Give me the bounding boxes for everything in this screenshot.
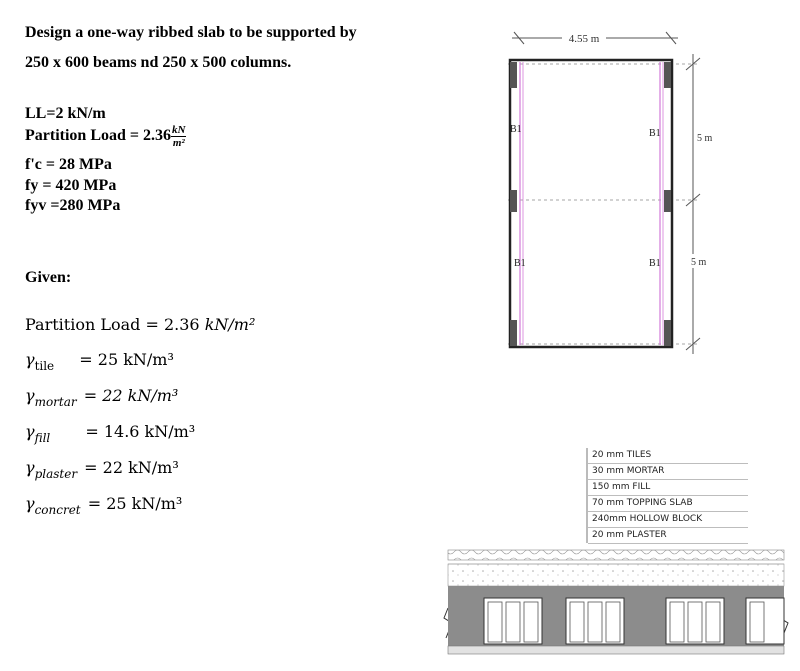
gamma-symbol: γ xyxy=(25,350,35,369)
column xyxy=(664,62,671,88)
unit-numerator: kN xyxy=(172,124,186,136)
layer-plaster: 20 mm PLASTER xyxy=(588,528,748,544)
slab-outline xyxy=(510,60,672,347)
beam-label-b1: B1 xyxy=(649,258,661,269)
gamma-subscript: concret xyxy=(34,503,81,517)
layer-fill: 150 mm FILL xyxy=(588,480,748,496)
gamma-subscript: tile xyxy=(34,359,55,373)
tile-layer xyxy=(448,550,784,560)
width-dim-label: 4.55 m xyxy=(568,33,600,45)
given-partition-load xyxy=(25,315,255,334)
given-partition-value: Partition Load = 2.36 xyxy=(25,315,200,334)
gamma-value: = 25 kN/m³ xyxy=(87,494,183,513)
column xyxy=(510,190,517,212)
span2-dim-label: 5 m xyxy=(691,257,707,268)
beam-label-b1: B1 xyxy=(649,128,661,139)
span1-dim-label: 5 m xyxy=(697,133,713,144)
given-heading: Given: xyxy=(25,269,72,286)
column xyxy=(664,320,671,346)
problem-line-2: 250 x 600 beams nd 250 x 500 columns. xyxy=(25,54,292,71)
layer-hollow-block: 240mm HOLLOW BLOCK xyxy=(588,512,748,528)
problem-line-1: Design a one-way ribbed slab to be supported by xyxy=(25,24,357,41)
beam-label-b1: B1 xyxy=(514,258,526,269)
gamma-concrete-row xyxy=(25,494,183,517)
span-dimension xyxy=(686,54,717,354)
width-dimension xyxy=(512,30,678,45)
hollow-block xyxy=(484,598,542,644)
given-partition-unit: kN/m² xyxy=(204,315,256,334)
gamma-subscript: fill xyxy=(34,431,51,445)
partition-load-text xyxy=(25,124,186,149)
ribbed-slab-section xyxy=(440,548,794,666)
hollow-block xyxy=(746,598,784,644)
live-load-text: LL=2 kN/m xyxy=(25,105,106,122)
gamma-fill-row xyxy=(25,422,196,445)
hollow-block xyxy=(566,598,624,644)
fc-text: f'c = 28 MPa xyxy=(25,156,112,173)
fyv-text: fyv =280 MPa xyxy=(25,197,121,214)
gamma-value: = 25 kN/m³ xyxy=(79,350,174,369)
plaster-layer xyxy=(448,646,784,654)
fy-text: fy = 420 MPa xyxy=(25,177,117,194)
column xyxy=(664,190,671,212)
partition-load-value: Partition Load = 2.36 xyxy=(25,127,172,145)
column xyxy=(510,62,517,88)
gamma-tile-row xyxy=(25,350,174,373)
gamma-symbol: γ xyxy=(25,494,35,513)
gamma-symbol: γ xyxy=(25,386,35,405)
gamma-subscript: mortar xyxy=(34,395,77,409)
hollow-block xyxy=(666,598,724,644)
partition-load-unit xyxy=(171,124,186,149)
gamma-value: = 14.6 kN/m³ xyxy=(85,422,196,441)
gamma-mortar-row xyxy=(25,386,179,409)
section-layer-list xyxy=(588,448,748,544)
gamma-symbol: γ xyxy=(25,422,35,441)
fill-layer xyxy=(448,564,784,586)
gamma-symbol: γ xyxy=(25,458,35,477)
slab-plan-drawing xyxy=(500,20,720,360)
layer-mortar: 30 mm MORTAR xyxy=(588,464,748,480)
gamma-subscript: plaster xyxy=(34,467,78,481)
gamma-value: = 22 kN/m³ xyxy=(83,386,179,405)
gamma-plaster-row xyxy=(25,458,179,481)
layer-topping-slab: 70 mm TOPPING SLAB xyxy=(588,496,748,512)
layer-tiles: 20 mm TILES xyxy=(588,448,748,464)
beam-label-b1: B1 xyxy=(510,124,522,135)
unit-denominator: m² xyxy=(172,137,185,149)
gamma-value: = 22 kN/m³ xyxy=(84,458,179,477)
column xyxy=(510,320,517,346)
